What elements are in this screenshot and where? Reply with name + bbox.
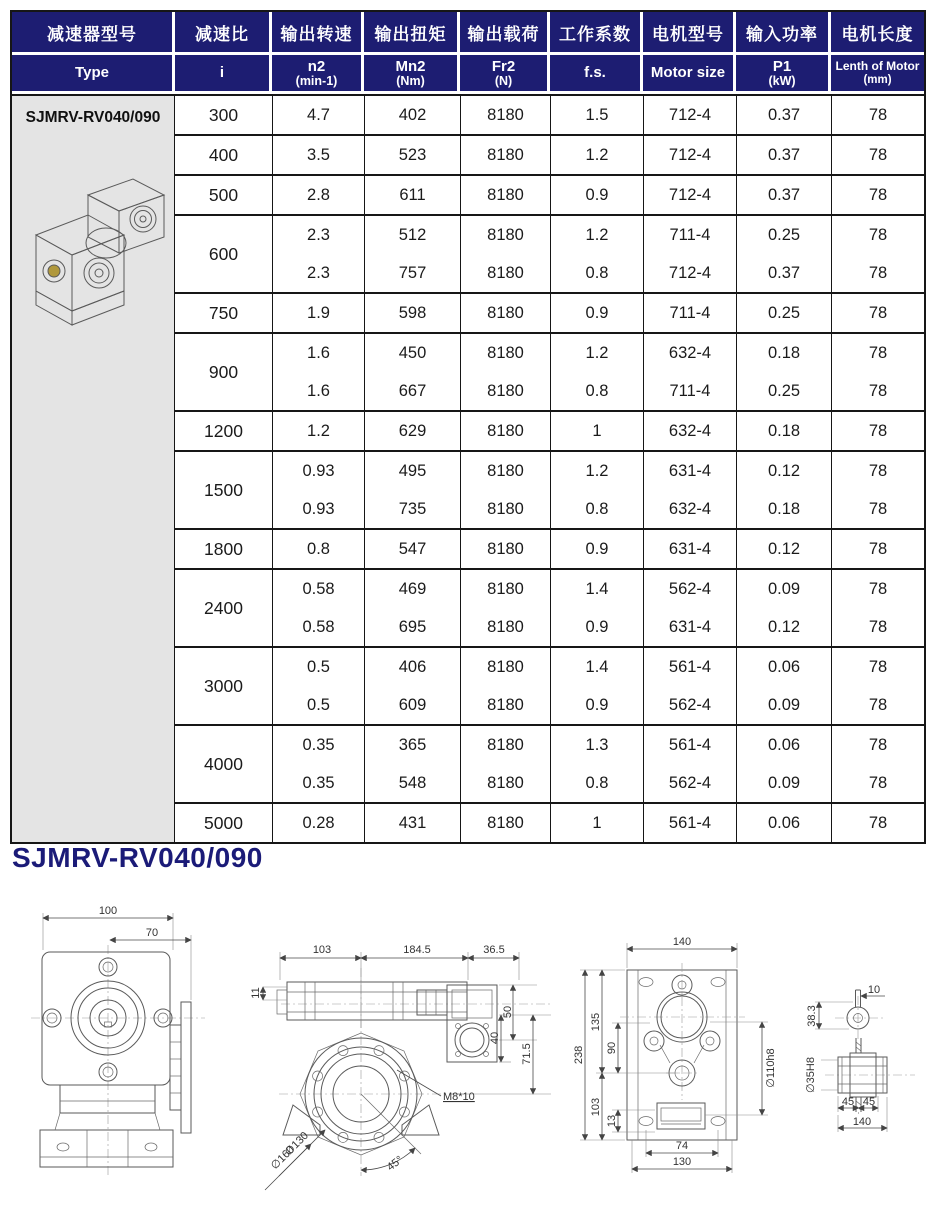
- value-cell: 2.3: [272, 254, 364, 292]
- value-cell: 78: [831, 412, 924, 450]
- table-group: [175, 134, 924, 174]
- value-cell: 735: [364, 490, 460, 528]
- value-cell: 8180: [460, 452, 550, 490]
- value-cell: 562-4: [643, 686, 736, 724]
- value-cell: 469: [364, 570, 460, 608]
- value-cell: 1.6: [272, 372, 364, 410]
- value-cell: 561-4: [643, 726, 736, 764]
- value-cell: 0.18: [736, 412, 831, 450]
- value-cell: 78: [831, 686, 924, 724]
- ratio-cell: 2400: [204, 597, 243, 618]
- ratio-cell: 1200: [204, 420, 243, 441]
- value-cell: 598: [364, 294, 460, 332]
- dim-label: 38.3: [806, 1005, 818, 1027]
- value-cell: 8180: [460, 372, 550, 410]
- value-cell: 1.2: [272, 412, 364, 450]
- value-cell: 78: [831, 136, 924, 174]
- ratio-cell: 3000: [204, 675, 243, 696]
- value-cell: 78: [831, 452, 924, 490]
- table-body: [12, 94, 924, 842]
- value-cell: 0.12: [736, 530, 831, 568]
- header-row-cn: [12, 12, 924, 55]
- dim-label: 70: [145, 927, 159, 939]
- header-cell-en: n2 (min-1): [272, 55, 364, 91]
- value-cell: 78: [831, 530, 924, 568]
- value-cell: 0.37: [736, 96, 831, 134]
- value-cell: 402: [364, 96, 460, 134]
- value-cell: 631-4: [643, 452, 736, 490]
- dim-label: 130: [672, 1156, 692, 1168]
- ratio-cell: 400: [208, 144, 239, 165]
- value-cell: 0.9: [550, 608, 643, 646]
- dim-label: 103: [590, 1097, 602, 1117]
- rear-flange-circle: [135, 211, 152, 228]
- value-cell: 8180: [460, 176, 550, 214]
- table-group: [175, 568, 924, 646]
- section-title: SJMRV-RV040/090: [12, 842, 263, 873]
- drawing-shaft-view: [795, 950, 930, 1135]
- table-group: [175, 96, 924, 134]
- value-cell: 8180: [460, 334, 550, 372]
- table-group: [175, 802, 924, 842]
- value-cell: 3.5: [272, 136, 364, 174]
- value-cell: 8180: [460, 216, 550, 254]
- header-cell-en: Type: [12, 55, 175, 91]
- value-cell: 78: [831, 96, 924, 134]
- header-cell-en: Fr2 (N): [460, 55, 550, 91]
- value-cell: 0.06: [736, 648, 831, 686]
- value-cell: 0.58: [272, 608, 364, 646]
- value-cell: 78: [831, 372, 924, 410]
- value-cell: 78: [831, 490, 924, 528]
- value-cell: 0.5: [272, 648, 364, 686]
- dia-label: ∅110h8: [765, 1048, 777, 1088]
- dim-label: 140: [672, 936, 692, 948]
- value-cell: 0.9: [550, 176, 643, 214]
- value-cell: 1.2: [550, 452, 643, 490]
- value-cell: 8180: [460, 254, 550, 292]
- table-group: [175, 450, 924, 528]
- value-cell: 0.18: [736, 490, 831, 528]
- dia-label: ∅130: [282, 1129, 311, 1158]
- value-cell: 561-4: [643, 648, 736, 686]
- value-cell: 0.37: [736, 254, 831, 292]
- ratio-cell: 4000: [204, 753, 243, 774]
- foot: [36, 291, 72, 325]
- value-cell: 0.37: [736, 136, 831, 174]
- value-cell: 712-4: [643, 136, 736, 174]
- table-header: [12, 12, 924, 94]
- value-cell: 1.6: [272, 334, 364, 372]
- value-cell: 450: [364, 334, 460, 372]
- table-group: [175, 214, 924, 292]
- foot: [72, 291, 124, 325]
- value-cell: 0.9: [550, 530, 643, 568]
- value-cell: 1.2: [550, 136, 643, 174]
- value-cell: 562-4: [643, 570, 736, 608]
- value-cell: 0.93: [272, 490, 364, 528]
- spec-table: [10, 10, 926, 844]
- dim-label: 71.5: [521, 1043, 533, 1065]
- drawing-side-view: [245, 920, 560, 1205]
- value-cell: 1: [550, 412, 643, 450]
- dim-label: 11: [250, 987, 262, 999]
- dim-label: 74: [675, 1140, 689, 1152]
- table-group: [175, 528, 924, 568]
- value-cell: 561-4: [643, 804, 736, 842]
- dim-label: 45: [841, 1096, 855, 1108]
- value-cell: 0.25: [736, 294, 831, 332]
- dim-label: 238: [573, 1045, 585, 1065]
- header-cell-cn: 电机长度: [831, 12, 924, 52]
- value-cell: 712-4: [643, 254, 736, 292]
- value-cell: 0.09: [736, 764, 831, 802]
- value-cell: 0.09: [736, 686, 831, 724]
- value-cell: 631-4: [643, 530, 736, 568]
- table-group: [175, 646, 924, 724]
- rear-unit-top: [88, 179, 164, 211]
- value-cell: 632-4: [643, 490, 736, 528]
- value-cell: 1.3: [550, 726, 643, 764]
- header-cell-en: Lenth of Motor (mm): [831, 55, 924, 91]
- product-image: [20, 169, 166, 354]
- header-cell-cn: 输出转速: [272, 12, 364, 52]
- value-cell: 2.3: [272, 216, 364, 254]
- value-cell: 8180: [460, 412, 550, 450]
- angle-label: 45°: [384, 1153, 406, 1174]
- header-cell-cn: 工作系数: [550, 12, 643, 52]
- value-cell: 611: [364, 176, 460, 214]
- header-cell-en: P1 (kW): [736, 55, 831, 91]
- value-cell: 8180: [460, 804, 550, 842]
- value-cell: 0.8: [272, 530, 364, 568]
- value-cell: 0.25: [736, 372, 831, 410]
- header-cell-en: Mn2 (Nm): [364, 55, 460, 91]
- table-body-groups: [175, 96, 924, 842]
- value-cell: 0.8: [550, 764, 643, 802]
- value-cell: 0.09: [736, 570, 831, 608]
- header-cell-cn: 电机型号: [643, 12, 736, 52]
- value-cell: 711-4: [643, 294, 736, 332]
- value-cell: 1.4: [550, 570, 643, 608]
- drawing-front-view: [15, 905, 220, 1200]
- value-cell: 711-4: [643, 216, 736, 254]
- value-cell: 631-4: [643, 608, 736, 646]
- bolt-callout: M8*10: [443, 1091, 475, 1103]
- dim-label: 10: [867, 984, 881, 996]
- value-cell: 431: [364, 804, 460, 842]
- value-cell: 0.8: [550, 490, 643, 528]
- value-cell: 629: [364, 412, 460, 450]
- technical-drawings: [0, 895, 930, 1209]
- dim-label: 100: [98, 905, 118, 917]
- value-cell: 0.58: [272, 570, 364, 608]
- header-cell-cn: 减速比: [175, 12, 272, 52]
- value-cell: 8180: [460, 608, 550, 646]
- value-cell: 8180: [460, 294, 550, 332]
- value-cell: 8180: [460, 764, 550, 802]
- value-cell: 0.93: [272, 452, 364, 490]
- header-cell-en: f.s.: [550, 55, 643, 91]
- value-cell: 8180: [460, 726, 550, 764]
- value-cell: 632-4: [643, 334, 736, 372]
- dim-label: 184.5: [403, 944, 431, 956]
- output-bore: [89, 263, 109, 283]
- value-cell: 695: [364, 608, 460, 646]
- value-cell: 8180: [460, 136, 550, 174]
- front-unit-side: [72, 235, 124, 311]
- value-cell: 78: [831, 216, 924, 254]
- dim-label: 36.5: [483, 944, 505, 956]
- value-cell: 8180: [460, 96, 550, 134]
- dim-label: 45: [862, 1096, 876, 1108]
- value-cell: 0.12: [736, 452, 831, 490]
- value-cell: 8180: [460, 648, 550, 686]
- value-cell: 78: [831, 608, 924, 646]
- value-cell: 8180: [460, 570, 550, 608]
- value-cell: 0.8: [550, 254, 643, 292]
- input-bore-cap: [48, 265, 60, 277]
- value-cell: 78: [831, 176, 924, 214]
- dim-label: 90: [606, 1041, 618, 1055]
- output-bore: [95, 269, 103, 277]
- value-cell: 1.4: [550, 648, 643, 686]
- dim-label: 40: [489, 1031, 501, 1045]
- value-cell: 1: [550, 804, 643, 842]
- value-cell: 406: [364, 648, 460, 686]
- table-group: [175, 410, 924, 450]
- value-cell: 495: [364, 452, 460, 490]
- value-cell: 523: [364, 136, 460, 174]
- value-cell: 0.37: [736, 176, 831, 214]
- value-cell: 78: [831, 648, 924, 686]
- header-cell-en: i: [175, 55, 272, 91]
- header-cell-en: Motor size: [643, 55, 736, 91]
- table-group: [175, 292, 924, 332]
- value-cell: 0.18: [736, 334, 831, 372]
- ratio-cell: 500: [208, 184, 239, 205]
- dim-label: 103: [312, 944, 332, 956]
- value-cell: 712-4: [643, 176, 736, 214]
- dim-label: 135: [590, 1012, 602, 1032]
- ratio-cell: 750: [208, 302, 239, 323]
- value-cell: 0.35: [272, 764, 364, 802]
- rear-flange-circle: [140, 216, 146, 222]
- ratio-cell: 300: [208, 104, 239, 125]
- value-cell: 0.28: [272, 804, 364, 842]
- header-cell-cn: 输出扭矩: [364, 12, 460, 52]
- value-cell: 78: [831, 570, 924, 608]
- dia-label: ∅160: [268, 1143, 297, 1172]
- table-group: [175, 332, 924, 410]
- value-cell: 667: [364, 372, 460, 410]
- value-cell: 0.06: [736, 804, 831, 842]
- value-cell: 0.12: [736, 608, 831, 646]
- value-cell: 0.8: [550, 372, 643, 410]
- dim-label: 140: [852, 1116, 872, 1128]
- value-cell: 0.9: [550, 294, 643, 332]
- value-cell: 1.9: [272, 294, 364, 332]
- value-cell: 547: [364, 530, 460, 568]
- value-cell: 711-4: [643, 372, 736, 410]
- model-cell: [12, 96, 175, 842]
- value-cell: 78: [831, 294, 924, 332]
- value-cell: 0.25: [736, 216, 831, 254]
- ratio-cell: 1500: [204, 479, 243, 500]
- value-cell: 1.2: [550, 334, 643, 372]
- value-cell: 562-4: [643, 764, 736, 802]
- table-group: [175, 724, 924, 802]
- value-cell: 0.35: [272, 726, 364, 764]
- ratio-cell: 5000: [204, 812, 243, 833]
- value-cell: 0.5: [272, 686, 364, 724]
- value-cell: 8180: [460, 490, 550, 528]
- value-cell: 548: [364, 764, 460, 802]
- ratio-cell: 1800: [204, 538, 243, 559]
- rear-flange-circle: [130, 206, 156, 232]
- value-cell: 4.7: [272, 96, 364, 134]
- value-cell: 78: [831, 334, 924, 372]
- value-cell: 757: [364, 254, 460, 292]
- value-cell: 0.9: [550, 686, 643, 724]
- ratio-cell: 900: [208, 361, 239, 382]
- value-cell: 78: [831, 726, 924, 764]
- value-cell: 365: [364, 726, 460, 764]
- value-cell: 512: [364, 216, 460, 254]
- header-cell-cn: 输入功率: [736, 12, 831, 52]
- value-cell: 0.06: [736, 726, 831, 764]
- drawing-face-view: [570, 925, 795, 1180]
- dim-label: 13: [606, 1114, 618, 1128]
- value-cell: 78: [831, 804, 924, 842]
- ratio-cell: 600: [208, 243, 239, 264]
- value-cell: 609: [364, 686, 460, 724]
- model-name: SJMRV-RV040/090: [25, 109, 161, 126]
- header-cell-cn: 减速器型号: [12, 12, 175, 52]
- value-cell: 78: [831, 764, 924, 802]
- value-cell: 78: [831, 254, 924, 292]
- value-cell: 632-4: [643, 412, 736, 450]
- value-cell: 8180: [460, 686, 550, 724]
- value-cell: 1.2: [550, 216, 643, 254]
- value-cell: 1.5: [550, 96, 643, 134]
- value-cell: 712-4: [643, 96, 736, 134]
- header-row-en: [12, 55, 924, 94]
- table-group: [175, 174, 924, 214]
- value-cell: 8180: [460, 530, 550, 568]
- value-cell: 2.8: [272, 176, 364, 214]
- dia-label: ∅35H8: [805, 1057, 817, 1093]
- dim-label: 50: [502, 1005, 514, 1019]
- header-cell-cn: 输出载荷: [460, 12, 550, 52]
